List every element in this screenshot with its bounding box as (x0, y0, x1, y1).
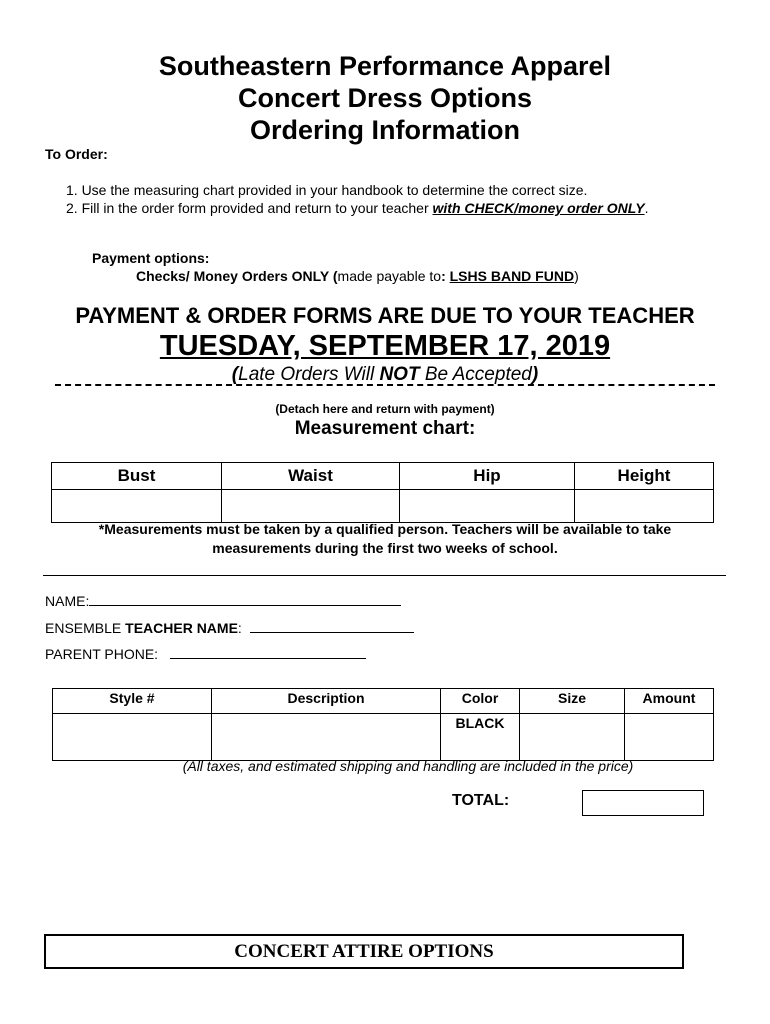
phone-field (45, 646, 366, 662)
detach-instruction: (Detach here and return with payment) (275, 402, 495, 416)
size-cell[interactable] (520, 714, 625, 761)
name-blank[interactable] (89, 593, 401, 606)
detach-dashed-line (55, 384, 715, 386)
step-1: 1. Use the measuring chart provided in your handbook to determine the correct size. (66, 182, 588, 198)
due-date: TUESDAY, SEPTEMBER 17, 2019 (159, 330, 611, 362)
order-input-row (53, 714, 714, 761)
waist-cell[interactable] (222, 490, 400, 523)
step-2-text: 2. Fill in the order form provided and return to your teacher (66, 200, 433, 216)
concert-attire-options-title: CONCERT ATTIRE OPTIONS (44, 934, 684, 969)
step-2 (66, 199, 649, 217)
parent-phone-blank[interactable] (170, 646, 366, 659)
step-2-end: . (644, 200, 649, 216)
height-cell[interactable] (575, 490, 714, 523)
bust-cell[interactable] (52, 490, 222, 523)
style-cell[interactable] (53, 714, 212, 761)
step-2-emphasis: with CHECK/money order ONLY (432, 200, 645, 216)
late-notice (0, 364, 770, 386)
document-title-line3: Ordering Information (250, 115, 520, 145)
header-amount: Amount (625, 689, 714, 714)
hip-cell[interactable] (400, 490, 575, 523)
amount-cell[interactable] (625, 714, 714, 761)
payment-payable: made payable to (337, 268, 442, 284)
measurement-note-line1: *Measurements must be taken by a qualified person. Teachers will be available to take (98, 521, 672, 537)
header-bust: Bust (52, 463, 222, 490)
due-heading: PAYMENT & ORDER FORMS ARE DUE TO YOUR TEACHER (75, 303, 695, 328)
document-title-line2: Concert Dress Options (237, 83, 533, 113)
measurement-header-row (52, 463, 714, 490)
payment-options-label: Payment options: (92, 250, 210, 266)
measurement-note-line2: measurements during the first two weeks of school. (212, 540, 558, 556)
payment-checks: Checks/ Money Orders ONLY ( (136, 268, 338, 284)
payment-colon: : (441, 268, 450, 284)
late-text: Late Orders Will (238, 364, 380, 385)
parent-phone-label: PARENT PHONE: (45, 646, 159, 662)
section-divider (43, 575, 726, 576)
teacher-name-blank[interactable] (250, 620, 414, 633)
description-cell[interactable] (212, 714, 441, 761)
teacher-field (45, 620, 414, 636)
order-table (52, 688, 714, 761)
measurement-input-row (52, 490, 714, 523)
late-not: NOT (379, 364, 420, 385)
payment-payee: LSHS BAND FUND (449, 268, 575, 284)
measurement-table (51, 462, 714, 523)
header-style: Style # (53, 689, 212, 714)
late-close-paren: ) (531, 364, 539, 385)
teacher-name-label: TEACHER NAME (125, 620, 238, 636)
total-box[interactable] (582, 790, 704, 816)
payment-end: ) (574, 268, 579, 284)
header-waist: Waist (222, 463, 400, 490)
measurement-chart-title: Measurement chart: (294, 418, 476, 439)
header-description: Description (212, 689, 441, 714)
name-field (45, 593, 401, 609)
ensemble-label: ENSEMBLE (45, 620, 126, 636)
order-steps (66, 181, 649, 217)
measurement-note (40, 520, 730, 558)
name-label: NAME: (45, 593, 90, 609)
color-cell: BLACK (441, 714, 520, 761)
header-height: Height (575, 463, 714, 490)
teacher-colon: : (237, 620, 242, 636)
document-title-line1: Southeastern Performance Apparel (158, 51, 612, 81)
taxes-note: (All taxes, and estimated shipping and handling are included in the price) (182, 758, 634, 774)
header-color: Color (441, 689, 520, 714)
header-size: Size (520, 689, 625, 714)
total-label: TOTAL: (452, 792, 510, 809)
late-end: Be Accepted (419, 364, 532, 385)
header-hip: Hip (400, 463, 575, 490)
late-open-paren: ( (231, 364, 239, 385)
order-header-row (53, 689, 714, 714)
payment-options-line (136, 268, 579, 284)
to-order-label: To Order: (45, 146, 108, 162)
